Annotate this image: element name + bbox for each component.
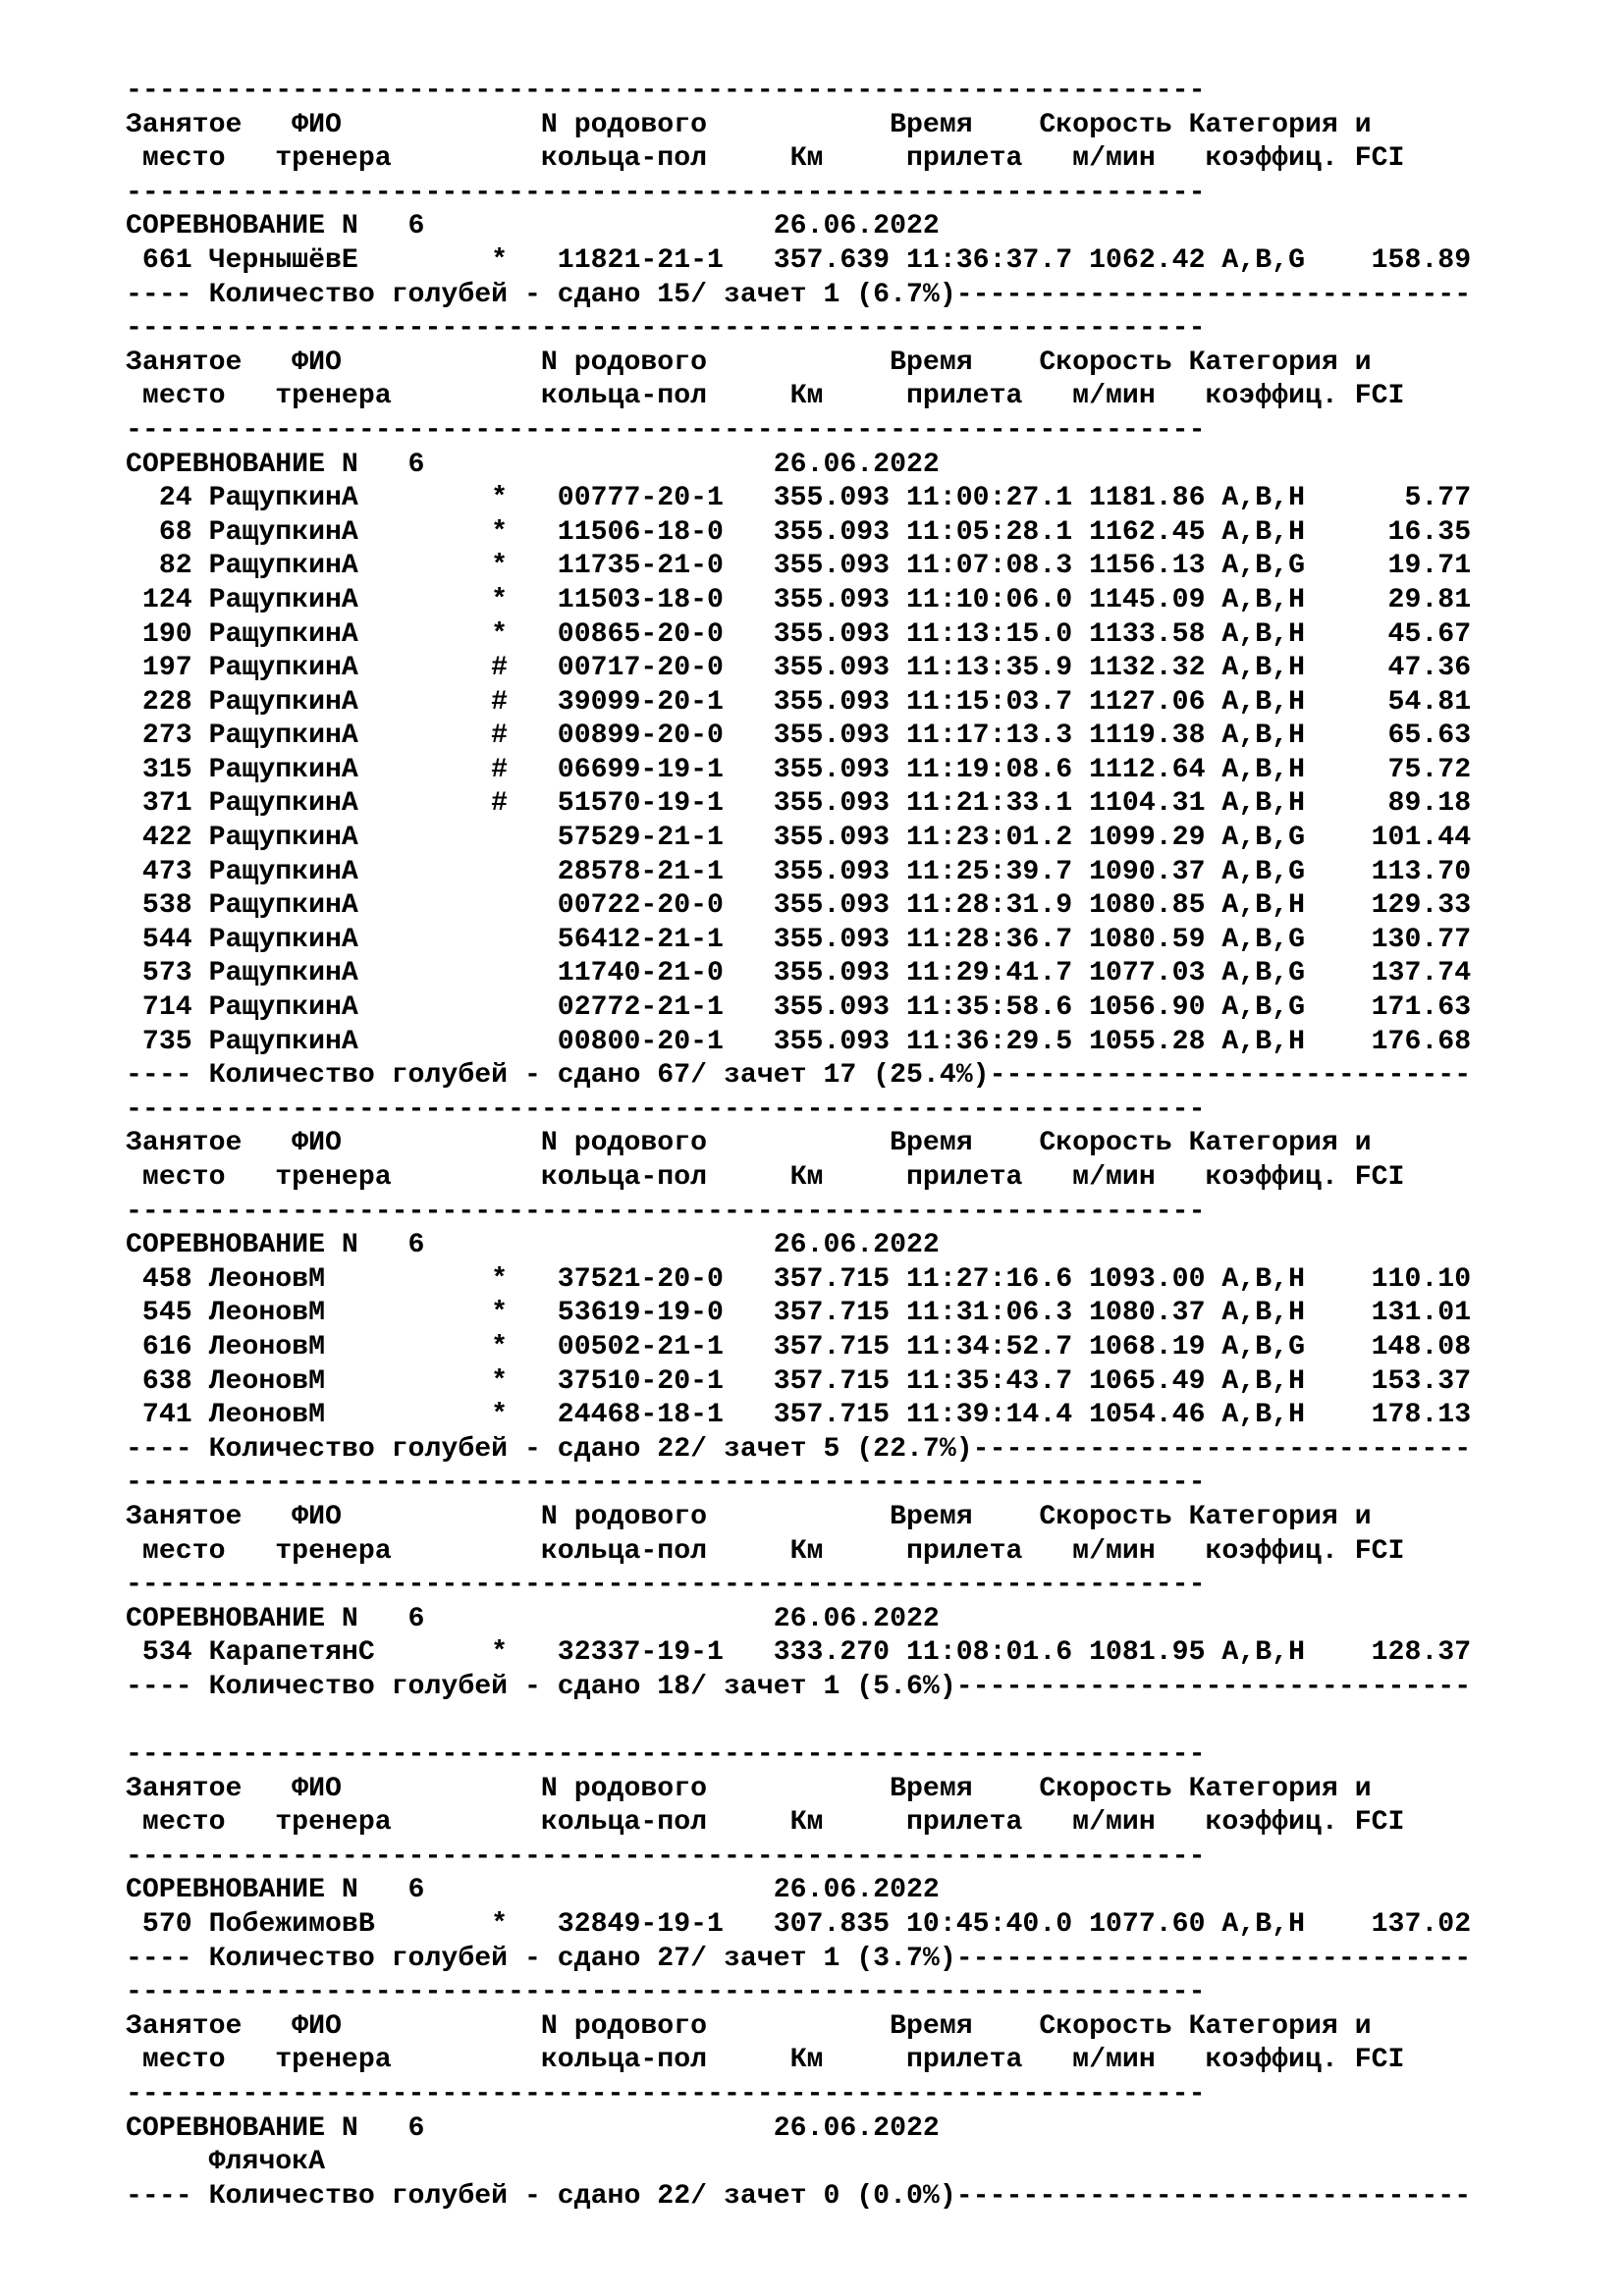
competition-line: СОРЕВНОВАНИЕ N 6 26.06.2022 xyxy=(126,1875,940,1906)
summary-line: ---- Количество голубей - сдано 15/ зачет 1 (6.7%)------------------------------- xyxy=(126,279,1472,310)
result-row: 735 РащупкинА 00800-20-1 355.093 11:36:29.5 1055.28 A,B,H 176.68 xyxy=(126,1026,1472,1057)
result-row: 741 ЛеоновМ * 24468-18-1 357.715 11:39:14.4 1054.46 A,B,H 178.13 xyxy=(126,1400,1472,1431)
competition-line: СОРЕВНОВАНИЕ N 6 26.06.2022 xyxy=(126,2112,940,2144)
column-header-line-1: Занятое ФИО N родового Время Скорость Категория и xyxy=(126,347,1372,378)
separator-line: ----------------------------------------------------------------- xyxy=(126,1196,1206,1227)
separator-line: ----------------------------------------------------------------- xyxy=(126,1977,1206,2008)
summary-line: ---- Количество голубей - сдано 22/ зачет 5 (22.7%)------------------------------ xyxy=(126,1433,1472,1465)
summary-line: ---- Количество голубей - сдано 27/ зачет 1 (3.7%)------------------------------- xyxy=(126,1943,1472,1974)
result-row: 315 РащупкинА # 06699-19-1 355.093 11:19:08.6 1112.64 A,B,H 75.72 xyxy=(126,754,1472,785)
summary-line: ---- Количество голубей - сдано 18/ зачет 1 (5.6%)------------------------------- xyxy=(126,1671,1472,1702)
column-header-line-1: Занятое ФИО N родового Время Скорость Категория и xyxy=(126,1501,1372,1532)
result-row: 82 РащупкинА * 11735-21-0 355.093 11:07:08.3 1156.13 A,B,G 19.71 xyxy=(126,551,1472,582)
column-header-line-2: место тренера кольца-пол Км прилета м/мин коэффиц. FCI xyxy=(126,1162,1405,1193)
summary-line: ---- Количество голубей - сдано 67/ зачет 17 (25.4%)----------------------------- xyxy=(126,1060,1472,1092)
result-row: 573 РащупкинА 11740-21-0 355.093 11:29:41.7 1077.03 A,B,G 137.74 xyxy=(126,958,1472,989)
result-row: 458 ЛеоновМ * 37521-20-0 357.715 11:27:16.6 1093.00 A,B,H 110.10 xyxy=(126,1263,1472,1295)
results-report xyxy=(126,75,1598,2214)
column-header-line-2: место тренера кольца-пол Км прилета м/мин коэффиц. FCI xyxy=(126,143,1405,175)
result-row: 273 РащупкинА # 00899-20-0 355.093 11:17:13.3 1119.38 A,B,H 65.63 xyxy=(126,721,1472,752)
competition-line: СОРЕВНОВАНИЕ N 6 26.06.2022 xyxy=(126,449,940,480)
result-row: 661 ЧернышёвЕ * 11821-21-1 357.639 11:36:37.7 1062.42 A,B,G 158.89 xyxy=(126,244,1472,276)
competition-line: СОРЕВНОВАНИЕ N 6 26.06.2022 xyxy=(126,1230,940,1261)
result-row: 68 РащупкинА * 11506-18-0 355.093 11:05:28.1 1162.45 A,B,H 16.35 xyxy=(126,516,1472,548)
result-row: 534 КарапетянС * 32337-19-1 333.270 11:08:01.6 1081.95 A,B,H 128.37 xyxy=(126,1637,1472,1669)
summary-line: ---- Количество голубей - сдано 22/ зачет 0 (0.0%)------------------------------- xyxy=(126,2180,1472,2212)
separator-line: ----------------------------------------------------------------- xyxy=(126,1841,1206,1872)
result-row: 473 РащупкинА 28578-21-1 355.093 11:25:39.7 1090.37 A,B,G 113.70 xyxy=(126,856,1472,887)
separator-line: ----------------------------------------------------------------- xyxy=(126,76,1206,106)
result-row: 714 РащупкинА 02772-21-1 355.093 11:35:58.6 1056.90 A,B,G 171.63 xyxy=(126,992,1472,1024)
separator-line: ----------------------------------------------------------------- xyxy=(126,2079,1206,2110)
column-header-line-1: Занятое ФИО N родового Время Скорость Категория и xyxy=(126,1773,1372,1804)
result-row: 422 РащупкинА 57529-21-1 355.093 11:23:01.2 1099.29 A,B,G 101.44 xyxy=(126,823,1472,854)
separator-line: ----------------------------------------------------------------- xyxy=(126,1468,1206,1499)
column-header-line-2: место тренера кольца-пол Км прилета м/мин коэффиц. FCI xyxy=(126,2045,1405,2076)
competition-line: СОРЕВНОВАНИЕ N 6 26.06.2022 xyxy=(126,1603,940,1634)
result-row: 616 ЛеоновМ * 00502-21-1 357.715 11:34:52.7 1068.19 A,B,G 148.08 xyxy=(126,1331,1472,1362)
separator-line: ----------------------------------------------------------------- xyxy=(126,1570,1206,1601)
separator-line: ----------------------------------------------------------------- xyxy=(126,414,1206,446)
separator-line: ----------------------------------------------------------------- xyxy=(126,1739,1206,1771)
column-header-line-1: Занятое ФИО N родового Время Скорость Категория и xyxy=(126,109,1372,140)
column-header-line-2: место тренера кольца-пол Км прилета м/мин коэффиц. FCI xyxy=(126,1807,1405,1839)
result-row: 570 ПобежимовВ * 32849-19-1 307.835 10:45:40.0 1077.60 A,B,H 137.02 xyxy=(126,1909,1472,1941)
result-row: 538 РащупкинА 00722-20-0 355.093 11:28:31.9 1080.85 A,B,H 129.33 xyxy=(126,890,1472,922)
separator-line: ----------------------------------------------------------------- xyxy=(126,1094,1206,1125)
result-row: 228 РащупкинА # 39099-20-1 355.093 11:15:03.7 1127.06 A,B,H 54.81 xyxy=(126,686,1472,718)
column-header-line-1: Занятое ФИО N родового Время Скорость Категория и xyxy=(126,1128,1372,1159)
column-header-line-1: Занятое ФИО N родового Время Скорость Категория и xyxy=(126,2010,1372,2042)
result-row: 545 ЛеоновМ * 53619-19-0 357.715 11:31:06.3 1080.37 A,B,H 131.01 xyxy=(126,1298,1472,1329)
result-row: 371 РащупкинА # 51570-19-1 355.093 11:21:33.1 1104.31 A,B,H 89.18 xyxy=(126,788,1472,820)
result-row: 24 РащупкинА * 00777-20-1 355.093 11:00:27.1 1181.86 A,B,H 5.77 xyxy=(126,483,1472,514)
column-header-line-2: место тренера кольца-пол Км прилета м/мин коэффиц. FCI xyxy=(126,381,1405,412)
result-row: 190 РащупкинА * 00865-20-0 355.093 11:13:15.0 1133.58 A,B,H 45.67 xyxy=(126,618,1472,650)
competition-line: СОРЕВНОВАНИЕ N 6 26.06.2022 xyxy=(126,211,940,242)
column-header-line-2: место тренера кольца-пол Км прилета м/мин коэффиц. FCI xyxy=(126,1535,1405,1567)
result-row: 197 РащупкинА # 00717-20-0 355.093 11:13:35.9 1132.32 A,B,H 47.36 xyxy=(126,653,1472,684)
result-row: 124 РащупкинА * 11503-18-0 355.093 11:10:06.0 1145.09 A,B,H 29.81 xyxy=(126,584,1472,615)
result-row: 544 РащупкинА 56412-21-1 355.093 11:28:36.7 1080.59 A,B,G 130.77 xyxy=(126,924,1472,955)
separator-line: ----------------------------------------------------------------- xyxy=(126,313,1206,345)
blank-line xyxy=(126,1705,1598,1739)
result-row: 638 ЛеоновМ * 37510-20-1 357.715 11:35:43.7 1065.49 A,B,H 153.37 xyxy=(126,1365,1472,1397)
separator-line: ----------------------------------------------------------------- xyxy=(126,177,1206,208)
result-row: ФлячокА xyxy=(126,2147,325,2178)
